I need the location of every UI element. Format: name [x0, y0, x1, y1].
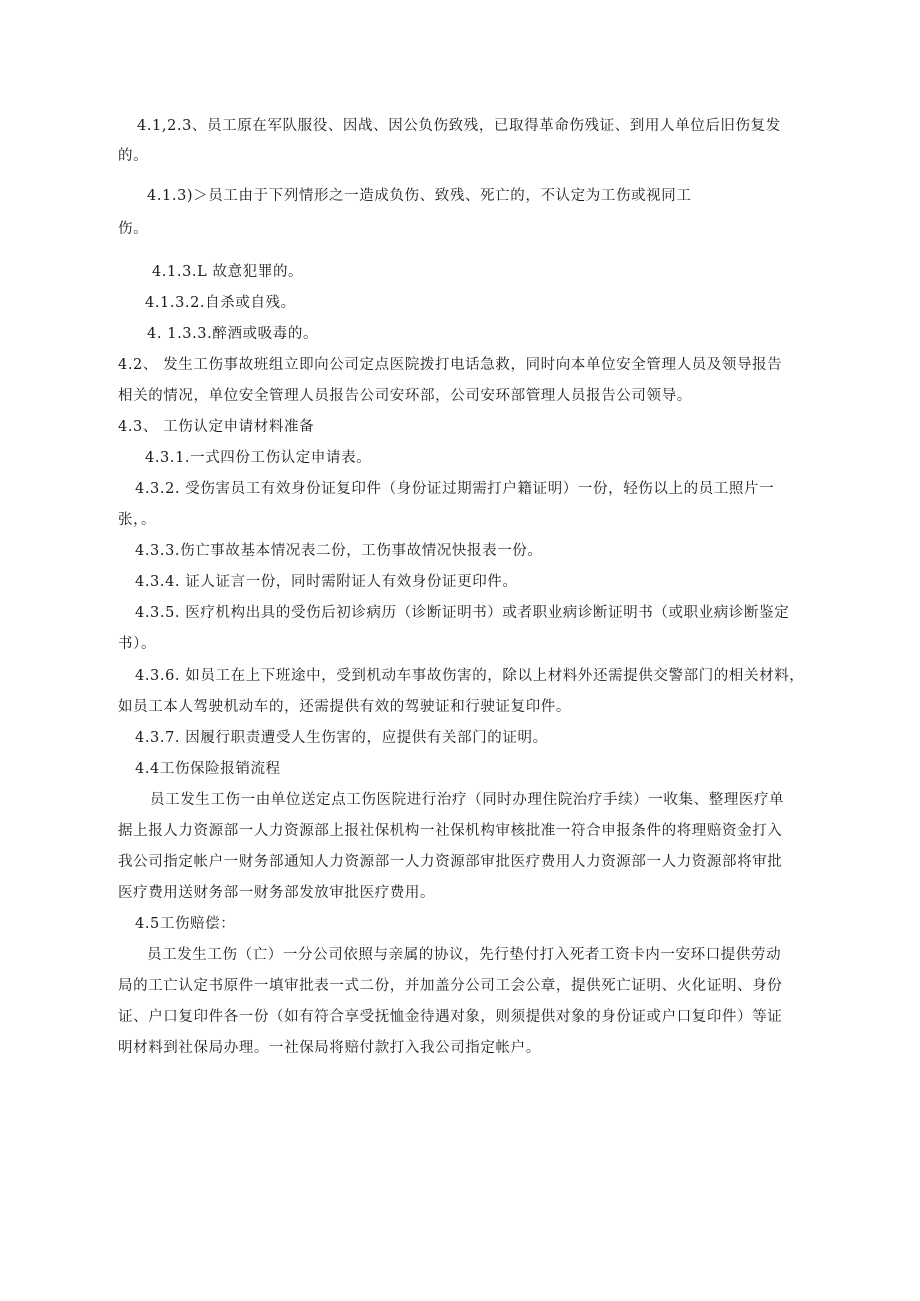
clause-4-3-2-line-1: 4.3.2. 受伤害员工有效身份证复印件（身份证过期需打户籍证明）一份，轻伤以上的员工照片一	[135, 481, 775, 497]
clause-4-3-1: 4.3.1.一式四份工伤认定申请表。	[145, 450, 372, 466]
section-4-4-body-line-3: 我公司指定帐户一财务部通知人力资源部一人力资源部审批医疗费用人力资源部一人力资源部将审批	[118, 854, 783, 870]
section-4-5-body-line-2: 局的工亡认定书原件一填审批表一式二份，并加盖分公司工会公章，提供死亡证明、火化证明、身份	[118, 978, 783, 994]
section-4-4-body-line-1: 员工发生工伤一由单位送定点工伤医院进行治疗（同时办理住院治疗手续）一收集、整理医疗单	[150, 792, 785, 808]
clause-4-3-6-line-1: 4.3.6. 如员工在上下班途中，受到机动车事故伤害的，除以上材料外还需提供交警部门的相关材料，	[135, 668, 805, 684]
section-4-2-line-1: 4.2、 发生工伤事故班组立即向公司定点医院拨打电话急救，同时向本单位安全管理人员及领导报告	[118, 357, 783, 373]
section-4-2-line-2: 相关的情况，单位安全管理人员报告公司安环部，公司安环部管理人员报告公司领导。	[118, 388, 692, 404]
section-4-5-body-line-1: 员工发生工伤（亡）一分公司依照与亲属的协议，先行垫付打入死者工资卡内一安环口提供劳动	[147, 947, 782, 963]
section-4-5-heading: 4.5工伤赔偿：	[135, 916, 236, 932]
clause-4-3-7: 4.3.7. 因履行职责遭受人生伤害的，应提供有关部门的证明。	[135, 730, 548, 746]
clause-4-1-3-1: 4.1.3.L 故意犯罪的。	[152, 264, 304, 280]
clause-4-1-2-3-line-1: 4.1,2.3、员工原在军队服役、因战、因公负伤致残，已取得革命伤残证、到用人单位后旧伤复发	[137, 118, 781, 134]
clause-4-3-5-line-1: 4.3.5. 医疗机构出具的受伤后初诊病历（诊断证明书）或者职业病诊断证明书（或职业病诊断鉴定	[135, 605, 790, 621]
clause-4-1-3-3: 4. 1.3.3.醉酒或吸毒的。	[147, 326, 319, 342]
section-4-5-body-line-3: 证、户口复印件各一份（如有符合享受抚恤金待遇对象，则须提供对象的身份证或户口复印件）等证	[118, 1009, 783, 1025]
section-4-4-heading: 4.4工伤保险报销流程	[135, 761, 281, 777]
clause-4-1-3-line-2: 伤。	[118, 221, 149, 237]
section-4-4-body-line-4: 医疗费用送财务部一财务部发放审批医疗费用。	[118, 885, 436, 901]
clause-4-1-3-line-1: 4.1.3)＞员工由于下列情形之一造成负伤、致残、死亡的，不认定为工伤或视同工	[147, 188, 692, 204]
section-4-5-body-line-4: 明材料到社保局办理。一社保局将赔付款打入我公司指定帐户。	[118, 1040, 541, 1056]
clause-4-1-2-3-line-2: 的。	[118, 148, 149, 164]
section-4-3-heading: 4.3、 工伤认定申请材料准备	[118, 419, 315, 435]
clause-4-3-3: 4.3.3.伤亡事故基本情况表二份，工伤事故情况快报表一份。	[135, 543, 543, 559]
clause-4-3-5-line-2: 书）。	[118, 636, 157, 652]
clause-4-3-6-line-2: 如员工本人驾驶机动车的，还需提供有效的驾驶证和行驶证复印件。	[118, 699, 571, 715]
clause-4-1-3-2: 4.1.3.2.自杀或自残。	[145, 295, 296, 311]
clause-4-3-2-line-2: 张，。	[118, 512, 157, 528]
clause-4-3-4: 4.3.4. 证人证言一份，同时需附证人有效身份证更印件。	[135, 574, 518, 590]
section-4-4-body-line-2: 据上报人力资源部一人力资源部上报社保机构一社保机构审核批准一符合申报条件的将理赔资金打入	[118, 823, 783, 839]
